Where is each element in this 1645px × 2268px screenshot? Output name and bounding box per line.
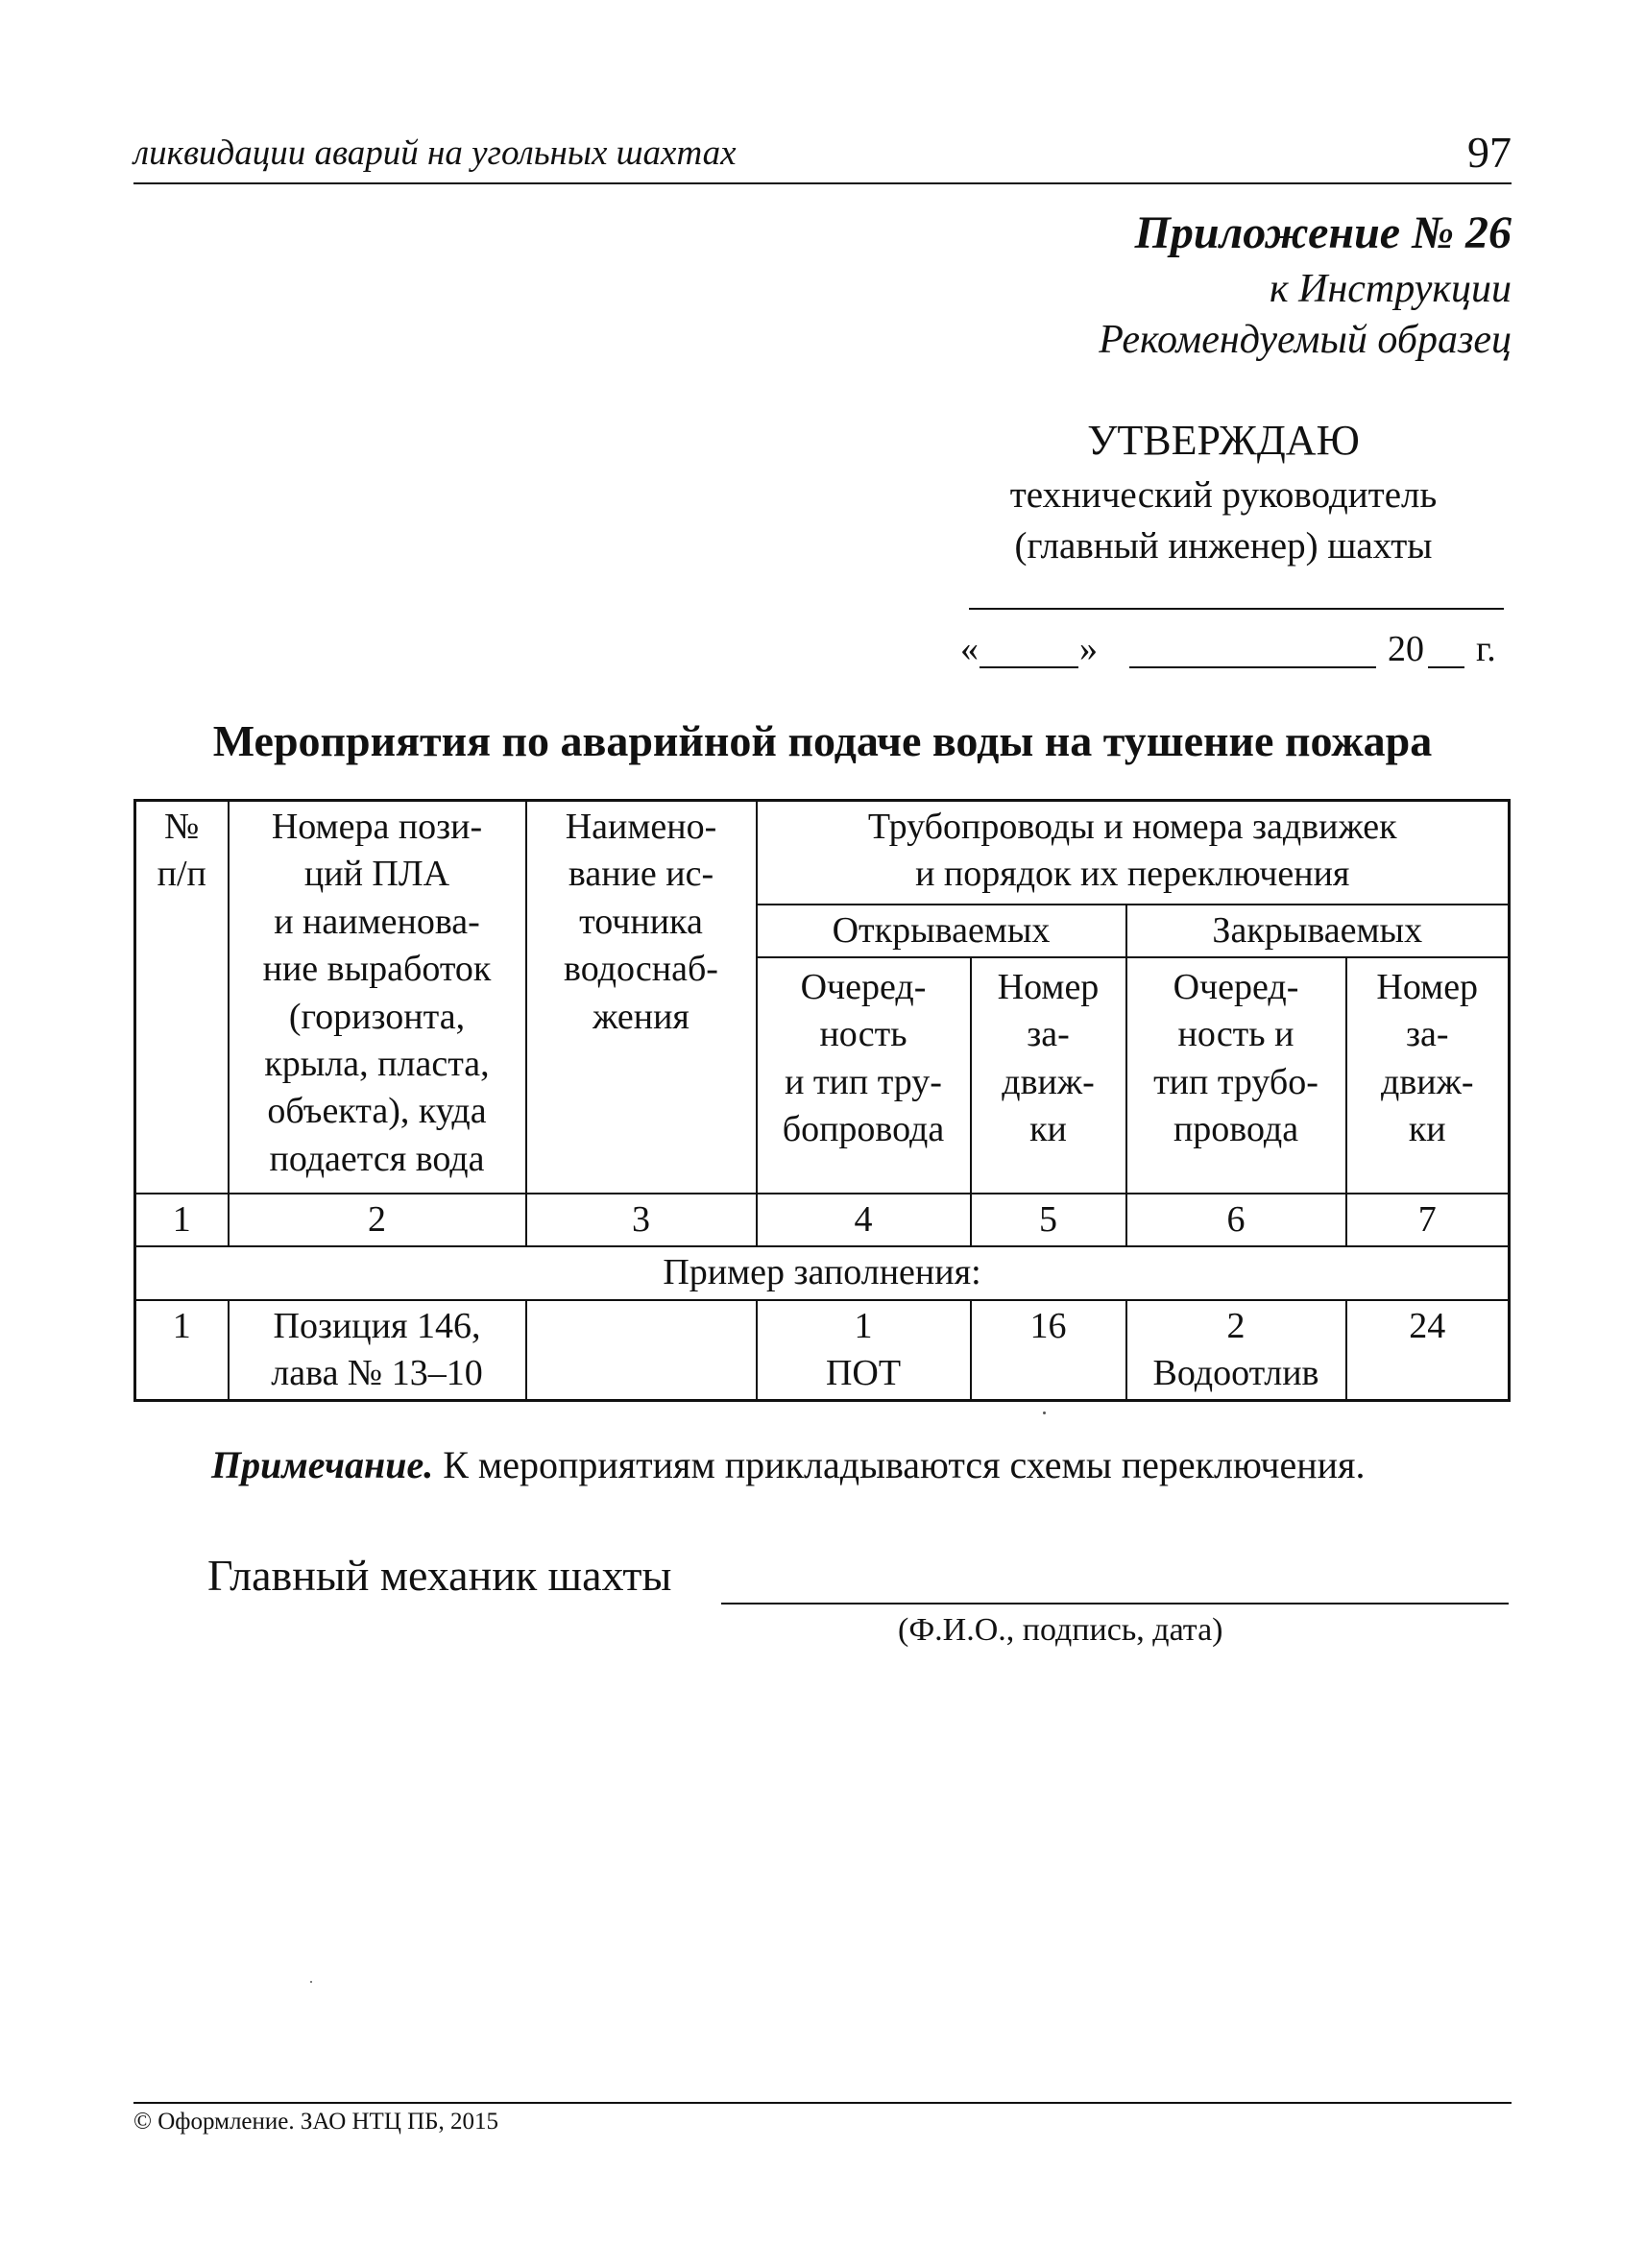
appendix-title: Приложение № 26 [1134, 207, 1512, 258]
signature-label: Главный механик шахты [207, 1551, 672, 1600]
appendix-subtitle: к Инструкции [1269, 267, 1512, 311]
column-number: 4 [757, 1194, 971, 1246]
approval-position-line-2: (главный инженер) шахты [1014, 525, 1433, 567]
date-year-blank [1428, 666, 1464, 668]
date-month-blank [1129, 666, 1376, 668]
footer-rule [133, 2102, 1512, 2104]
note-text: К мероприятиям прикладываются схемы переключения. [433, 1443, 1366, 1486]
note [211, 1442, 1365, 1487]
header-open-order: Очеред- ность и тип тру- бопровода [757, 957, 971, 1194]
example-cell-number: 1 [135, 1300, 229, 1401]
date-day-blank [980, 666, 1078, 668]
example-cell-close-order: 2 Водоотлив [1126, 1300, 1346, 1401]
header-close-order: Очеред- ность и тип трубо- провода [1126, 957, 1346, 1194]
column-number: 7 [1346, 1194, 1510, 1246]
example-label: Пример заполнения: [135, 1246, 1510, 1299]
column-number: 3 [526, 1194, 757, 1246]
date-year-suffix: г. [1476, 629, 1496, 669]
header-col-positions: Номера пози- ций ПЛА и наименова- ние выработок (горизонта, крыла, пласта, объекта), куда подается вода [229, 801, 526, 1194]
header-open-valve: Номер за- движ- ки [971, 957, 1126, 1194]
header-pipelines-group: Трубопроводы и номера задвижек и порядок их переключения [757, 801, 1510, 905]
header-col-number: № п/п [135, 801, 229, 1194]
example-cell-position: Позиция 146, лава № 13–10 [229, 1300, 526, 1401]
note-label: Примечание. [211, 1443, 434, 1486]
header-close-valve: Номер за- движ- ки [1346, 957, 1510, 1194]
document-title: Мероприятия по аварийной подаче воды на тушение пожара [212, 716, 1433, 765]
running-header-title: ликвидации аварий на угольных шахтах [133, 133, 737, 173]
approval-position-line-1: технический руководитель [1009, 474, 1438, 516]
sample-label: Рекомендуемый образец [1099, 318, 1512, 362]
approval-date-row [960, 628, 1512, 676]
table-column-numbers-row [135, 1194, 1510, 1246]
header-opened: Открываемых [757, 905, 1126, 957]
page-number: 97 [1467, 128, 1512, 177]
date-year-prefix: 20 [1388, 629, 1424, 669]
footer-copyright: © Оформление. ЗАО НТЦ ПБ, 2015 [133, 2109, 499, 2135]
column-number: 2 [229, 1194, 526, 1246]
header-closed: Закрываемых [1126, 905, 1510, 957]
signature-line [721, 1603, 1509, 1604]
header-rule [133, 182, 1512, 184]
scan-speck [310, 1981, 312, 1983]
example-cell-open-valve: 16 [971, 1300, 1126, 1401]
column-number: 1 [135, 1194, 229, 1246]
water-supply-table [133, 799, 1511, 1402]
approval-signature-line [969, 608, 1504, 610]
signature-caption: (Ф.И.О., подпись, дата) [898, 1612, 1223, 1648]
approval-title: УТВЕРЖДАЮ [1087, 417, 1360, 464]
date-open-quote: « [960, 629, 979, 669]
column-number: 6 [1126, 1194, 1346, 1246]
example-cell-open-order: 1 ПОТ [757, 1300, 971, 1401]
table-row [135, 1300, 1510, 1401]
scan-speck [1043, 1411, 1046, 1414]
column-number: 5 [971, 1194, 1126, 1246]
example-cell-close-valve: 24 [1346, 1300, 1510, 1401]
table-example-label-row [135, 1246, 1510, 1299]
header-col-source: Наимено- вание ис- точника водоснаб- жения [526, 801, 757, 1194]
example-cell-source [526, 1300, 757, 1401]
table-header-row [135, 801, 1510, 905]
date-close-quote: » [1079, 629, 1098, 669]
